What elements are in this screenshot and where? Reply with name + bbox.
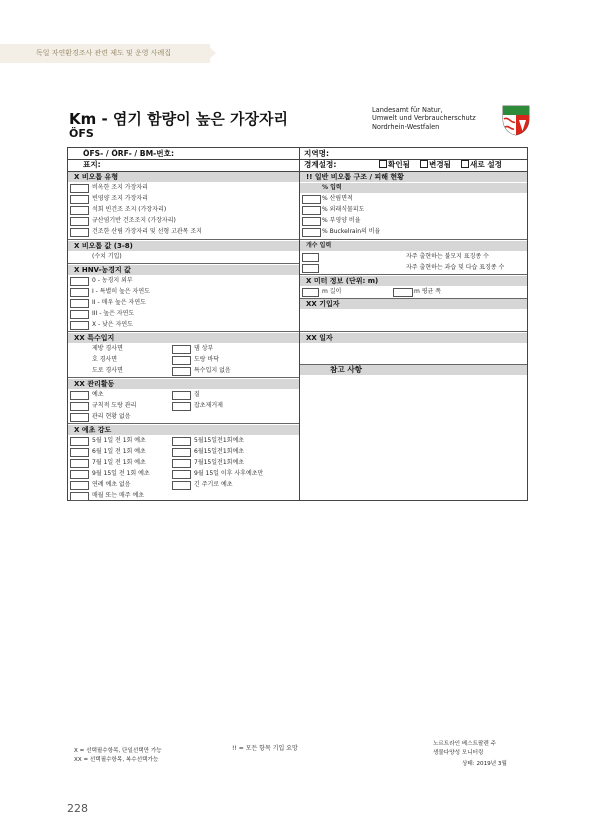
general-structure-item: % 산림면적	[322, 195, 353, 202]
management-box[interactable]	[70, 413, 89, 422]
mowing-item: 매월 또는 매주 예초	[92, 492, 145, 499]
legend-all-required: !! = 모든 항목 기입 요망	[232, 745, 298, 752]
boundary-option-new[interactable]	[461, 160, 502, 170]
boundary-option-confirmed[interactable]	[379, 160, 410, 170]
count-entry-box[interactable]	[302, 264, 319, 273]
mowing-box[interactable]	[172, 437, 191, 446]
document-subtitle: ÖFS	[69, 127, 94, 140]
special-site-item: 특수입지 없음	[194, 367, 231, 374]
mowing-box[interactable]	[70, 459, 89, 468]
percent-entry-box[interactable]	[302, 195, 321, 204]
organization-line-1: 노르트라인 베스트팔렌 주	[433, 741, 496, 747]
biotope-value-heading: X 비오톱 값 (3-8)	[68, 241, 299, 251]
organization-line-2: 생물다양성 모니터링	[433, 750, 484, 756]
hnv-item: 0 - 농경지 외부	[92, 277, 133, 284]
length-label: m 길이	[322, 288, 342, 295]
percent-entry-box[interactable]	[302, 228, 321, 237]
general-structure-item: % 외래식물피도	[322, 206, 365, 213]
special-site-item: 제방 경사면	[92, 345, 123, 352]
mowing-item: 7월15일전1회예초	[194, 459, 245, 466]
hnv-heading: X HNV-농경지 값	[68, 265, 299, 275]
special-site-item: 도로 경사면	[92, 367, 123, 374]
general-structure-heading: !! 일반 비오톱 구조 / 피해 현황	[300, 172, 527, 182]
habitat-type-item: 비옥한 조지 가장자리	[92, 184, 148, 191]
agency-line-1: Landesamt für Natur,	[372, 106, 443, 114]
mowing-item: 긴 주기로 예초	[194, 481, 233, 488]
special-site-box[interactable]	[172, 367, 191, 376]
mowing-intensity-heading: X 예초 강도	[68, 425, 299, 435]
hnv-entry-box[interactable]	[70, 277, 89, 286]
percent-entry-box[interactable]	[302, 217, 321, 226]
hnv-item: III - 높은 자연도	[92, 310, 135, 317]
special-site-box[interactable]	[172, 345, 191, 354]
habitat-type-item: 빈영양 조지 가장자리	[92, 195, 148, 202]
count-entry-box[interactable]	[302, 253, 319, 262]
checkbox-icon	[420, 160, 428, 168]
running-header-arrow	[206, 44, 216, 62]
area-name-label: 지역명:	[304, 149, 330, 158]
id-number-label: ÖFS- / ÖRF- / BM-번호:	[83, 149, 174, 158]
document-title: Km - 염기 함량이 높은 가장자리	[69, 110, 288, 128]
count-input-label: 개수 입력	[300, 241, 527, 251]
hnv-item: I - 특별히 높은 자연도	[92, 288, 150, 295]
management-item: 예초	[92, 391, 104, 398]
hnv-item: II - 매우 높은 자연도	[92, 299, 146, 306]
running-header-title: 독일 자연환경조사 관련 제도 및 운영 사례집	[36, 49, 172, 57]
habitat-type-item: 건조한 산림 가장자리 및 선형 고관목 조지	[92, 228, 202, 235]
reference-notes-heading: 참고 사항	[300, 365, 527, 375]
habitat-entry-box[interactable]	[70, 206, 89, 215]
mowing-box[interactable]	[70, 437, 89, 446]
mowing-item: 9월 15일 전 1회 예초	[92, 470, 150, 477]
count-item: 자주 출현하는 불모지 표징종 수	[406, 253, 489, 260]
mowing-item: 7월 1일 전 1회 예초	[92, 459, 146, 466]
micro-info-heading: X 미터 정보 (단위: m)	[300, 276, 527, 286]
management-item: 질	[194, 391, 200, 398]
hnv-entry-box[interactable]	[70, 310, 89, 319]
special-site-heading: XX 특수입지	[68, 333, 299, 343]
management-item: 관리 현황 없음	[92, 413, 131, 420]
habitat-entry-box[interactable]	[70, 228, 89, 237]
mowing-box[interactable]	[70, 481, 89, 490]
management-item: 규칙적 도랑 관리	[92, 402, 137, 409]
special-site-item: 호 경사면	[92, 356, 118, 363]
recorder-heading: XX 기입자	[300, 299, 527, 309]
count-item: 자주 출현하는 과습 및 다습 표징종 수	[406, 264, 505, 271]
boundary-option-label: 새로 설정	[470, 160, 502, 169]
agency-line-3: Nordrhein-Westfalen	[372, 122, 440, 131]
legend-multiple-choice: XX = 선택필수항목, 복수선택가능	[74, 757, 159, 763]
numeric-entry-note[interactable]: (수치 기입)	[92, 253, 122, 260]
mowing-item: 연례 예초 없음	[92, 481, 131, 488]
reference-notes-field[interactable]	[302, 377, 525, 497]
mowing-item: 5월15일전1회예초	[194, 437, 245, 444]
hnv-entry-box[interactable]	[70, 288, 89, 297]
management-heading: XX 관리활동	[68, 379, 299, 389]
percent-entry-box[interactable]	[302, 206, 321, 215]
nrw-crest-logo	[502, 105, 530, 136]
checkbox-icon	[379, 160, 387, 168]
habitat-entry-box[interactable]	[70, 217, 89, 226]
general-structure-item: % 부영양 비율	[322, 217, 361, 224]
special-site-item: 도랑 바닥	[194, 356, 220, 363]
hnv-item: X - 낮은 자연도	[92, 321, 133, 328]
length-entry-box[interactable]	[302, 288, 319, 297]
recorder-field[interactable]	[302, 310, 525, 330]
habitat-entry-box[interactable]	[70, 195, 89, 204]
avg-width-label: m 평균 폭	[414, 288, 442, 295]
boundary-option-changed[interactable]	[420, 160, 451, 170]
mowing-box[interactable]	[172, 459, 191, 468]
special-site-item: 댐 상부	[194, 345, 214, 352]
management-box[interactable]	[70, 402, 89, 411]
mowing-box[interactable]	[70, 492, 89, 501]
mowing-box[interactable]	[70, 448, 89, 457]
habitat-type-item: 규산염기반 건조조지 (가장자리)	[92, 217, 176, 224]
survey-form	[67, 147, 528, 501]
mowing-box[interactable]	[172, 470, 191, 479]
hnv-entry-box[interactable]	[70, 321, 89, 330]
mowing-item: 9월 15일 이후 사후예초만	[194, 470, 264, 477]
percent-input-label: % 입력	[300, 183, 527, 193]
date-heading: XX 일자	[300, 333, 527, 343]
checkbox-icon	[461, 160, 469, 168]
width-entry-box[interactable]	[393, 288, 413, 297]
management-box[interactable]	[172, 391, 191, 400]
habitat-type-heading: X 비오톱 유형	[68, 172, 299, 182]
management-item: 잡초제거제	[194, 402, 223, 409]
general-structure-item: % Buckelrain의 비율	[322, 228, 381, 235]
mowing-box[interactable]	[172, 448, 191, 457]
mowing-box[interactable]	[70, 470, 89, 479]
habitat-entry-box[interactable]	[70, 184, 89, 193]
habitat-type-item: 석회 빈건조 조지 (가장자리)	[92, 206, 167, 213]
boundary-label: 경계설정:	[304, 160, 337, 169]
mowing-item: 6월15일전1회예초	[194, 448, 245, 455]
mowing-item: 5월 1일 전 1회 예초	[92, 437, 146, 444]
management-box[interactable]	[70, 391, 89, 400]
agency-line-2: Umwelt und Verbraucherschutz	[372, 114, 476, 123]
agency-name	[372, 106, 476, 131]
special-site-box[interactable]	[172, 356, 191, 365]
management-box[interactable]	[172, 402, 191, 411]
page-number: 228	[67, 802, 88, 815]
form-status: 상태: 2019년 3월	[462, 761, 507, 767]
mowing-item: 6월 1일 전 1회 예초	[92, 448, 146, 455]
hnv-entry-box[interactable]	[70, 299, 89, 308]
mowing-box[interactable]	[172, 481, 191, 490]
boundary-option-label: 변경됨	[429, 160, 452, 169]
legend-single-choice: X = 선택필수항목, 단일선택만 가능	[74, 748, 162, 754]
boundary-option-label: 확인됨	[388, 160, 411, 169]
marker-label: 표지:	[83, 160, 101, 169]
date-field[interactable]	[302, 344, 525, 364]
